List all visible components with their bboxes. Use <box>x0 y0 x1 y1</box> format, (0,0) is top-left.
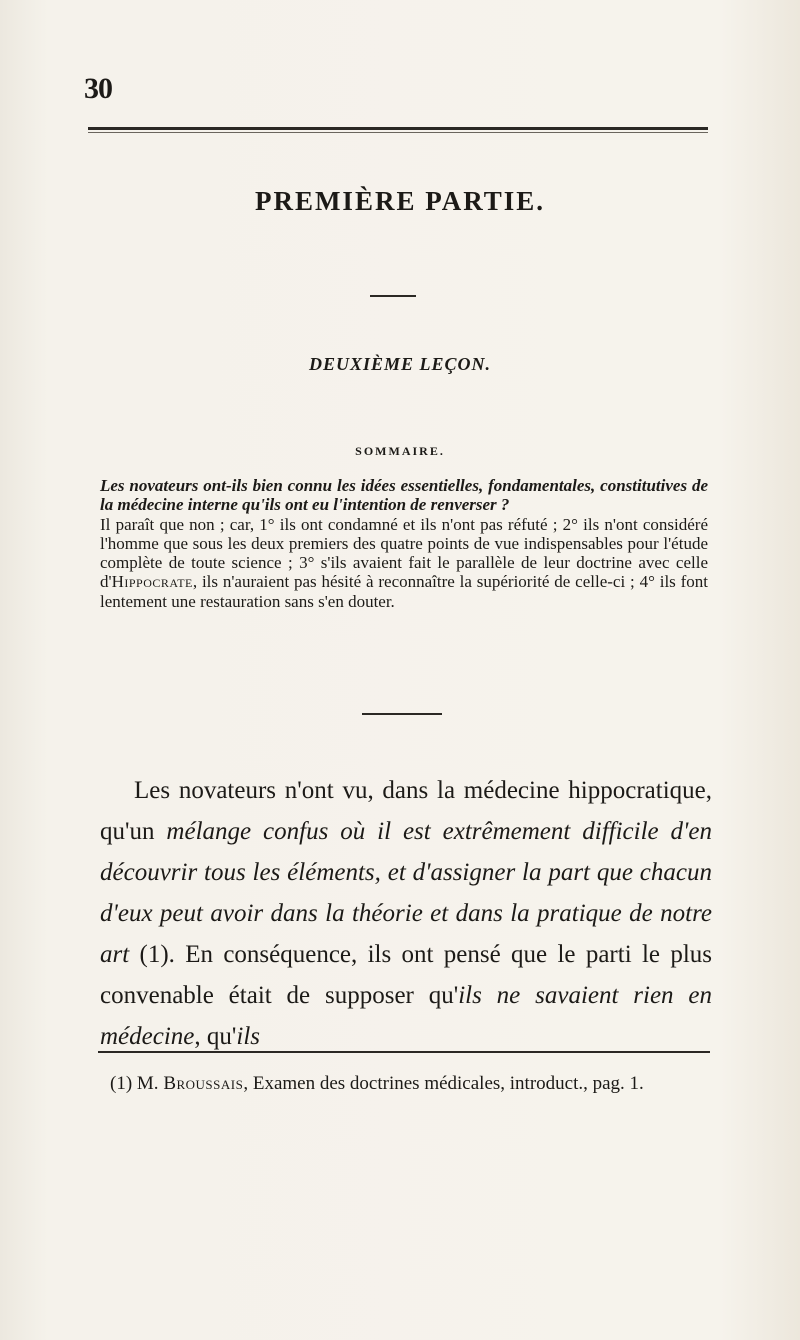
page-number: 30 <box>84 72 112 105</box>
part-title: PREMIÈRE PARTIE. <box>254 186 546 216</box>
body-italic-2: ils ne savaient rien en médecine <box>100 982 712 1050</box>
body-text-1: Les novateurs n'ont vu, dans la médecine hippocratique, qu'un <box>100 777 712 845</box>
footnote-author: Broussais <box>163 1073 244 1094</box>
summary-answer-part-2: , ils n'auraient pas hésité à reconnaître la supériorité de celle-ci ; 4° ils font lentement une restauration sans s'en douter. <box>100 572 708 611</box>
footnote <box>100 1072 712 1096</box>
body-text-2: (1). En conséquence, ils ont pensé que le parti le plus convenable était de supposer qu' <box>100 941 712 1009</box>
body-paragraph <box>100 770 712 1057</box>
summary-answer-part-1: Il paraît que non ; car, 1° ils ont condamné et ils n'ont pas réfuté ; 2° ils n'ont considéré l'homme que sous les deux premiers des quatre points de vue indispensables pour l'étude complète de toute science ; 3° s'ils avaient fait le parallèle de leur doctrine avec celle d' <box>100 514 708 592</box>
summary-answer <box>100 515 708 611</box>
footnote-marker: (1) M. <box>110 1073 164 1094</box>
summary-author-name: Hippocrate <box>111 572 193 592</box>
lesson-title: DEUXIÈME LEÇON. <box>308 354 492 374</box>
header-rule <box>88 127 708 130</box>
summary-block <box>100 476 708 611</box>
footnote-rule <box>98 1051 710 1053</box>
summary-heading: SOMMAIRE. <box>355 444 445 458</box>
footnote-text: , Examen des doctrines médicales, introduct., pag. 1. <box>243 1073 644 1094</box>
summary-question: Les novateurs ont-ils bien connu les idées essentielles, fondamentales, constitutives de la médecine interne qu'ils ont eu l'intention de renverser ? <box>100 476 708 515</box>
summary-divider <box>362 713 442 715</box>
body-italic-1: mélange confus où il est extrêmement difficile d'en découvrir tous les éléments, et d'assigner la part que chacun d'eux peut avoir dans la théorie et dans la pratique de notre art <box>100 818 712 968</box>
section-divider <box>370 295 416 297</box>
body-text-3: , qu' <box>194 1023 237 1050</box>
body-italic-3: ils <box>236 1023 261 1050</box>
